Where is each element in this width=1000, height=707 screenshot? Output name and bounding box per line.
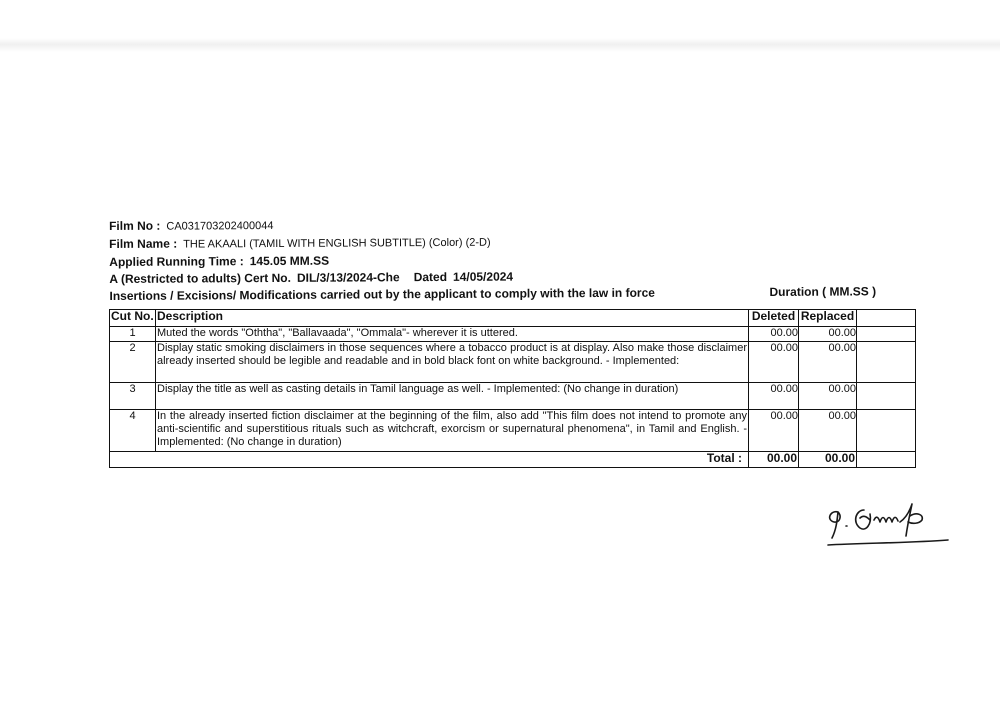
replaced-cell: 00.00 <box>799 410 857 452</box>
film-no-value: CA031703202400044 <box>166 219 274 233</box>
table-row <box>110 383 916 410</box>
scan-edge <box>0 38 1000 52</box>
description-cell: Display the title as well as casting details in Tamil language as well. - Implemented: (No change in duration) <box>156 383 749 410</box>
deleted-header: Deleted <box>749 310 799 327</box>
total-label: Total : <box>110 452 749 468</box>
deleted-cell: 00.00 <box>749 327 799 342</box>
table-header-row <box>110 310 916 327</box>
running-time-value: 145.05 MM.SS <box>249 253 330 269</box>
blank-cell <box>857 410 916 452</box>
table-row <box>110 327 916 342</box>
cut-no-cell: 2 <box>110 342 156 383</box>
film-no-label: Film No : <box>109 218 161 233</box>
total-row <box>110 452 916 468</box>
running-time-label: Applied Running Time : <box>109 254 244 269</box>
replaced-cell: 00.00 <box>799 327 857 342</box>
replaced-cell: 00.00 <box>799 342 857 383</box>
description-cell: Muted the words "Oththa", "Ballavaada", "Ommala"- wherever it is uttered. <box>156 327 749 342</box>
deleted-cell: 00.00 <box>749 383 799 410</box>
signature <box>820 496 952 556</box>
blank-cell <box>857 327 916 342</box>
blank-cell <box>857 452 916 468</box>
cut-no-cell: 4 <box>110 410 156 452</box>
table-row <box>110 410 916 452</box>
replaced-header: Replaced <box>799 310 857 327</box>
film-name-value: THE AKAALI (TAMIL WITH ENGLISH SUBTITLE) (Color) (2-D) <box>183 236 491 251</box>
dated-value: 14/05/2024 <box>452 269 514 284</box>
total-replaced: 00.00 <box>799 452 857 468</box>
modifications-table <box>109 309 916 468</box>
cert-no-value: DIL/3/13/2024-Che <box>296 270 400 285</box>
description-cell: In the already inserted fiction disclaimer at the beginning of the film, also add "This film does not intend to promote any anti-scientific and superstitious rituals such as witchcraft, exorcism or supernatural phenomena", in Tamil and English. - Implemented: (No change in duration) <box>156 410 749 452</box>
film-name-label: Film Name : <box>109 236 178 251</box>
insertions-line <box>109 283 915 305</box>
cert-label: A (Restricted to adults) Cert No. <box>109 270 291 286</box>
certificate-document <box>109 218 915 465</box>
cut-no-cell: 1 <box>110 327 156 342</box>
blank-cell <box>857 342 916 383</box>
deleted-cell: 00.00 <box>749 342 799 383</box>
table-row <box>110 342 916 383</box>
cut-no-cell: 3 <box>110 383 156 410</box>
blank-cell <box>857 383 916 410</box>
total-deleted: 00.00 <box>749 452 799 468</box>
dated-label: Dated <box>413 269 448 285</box>
cut-no-header: Cut No. <box>110 310 156 327</box>
description-header: Description <box>156 310 749 327</box>
insertions-heading: Insertions / Excisions/ Modifications carried out by the applicant to comply with the law in force <box>109 285 655 303</box>
blank-header <box>857 310 916 327</box>
replaced-cell: 00.00 <box>799 383 857 410</box>
certificate-header <box>109 213 916 305</box>
duration-heading: Duration ( MM.SS ) <box>769 284 877 299</box>
deleted-cell: 00.00 <box>749 410 799 452</box>
description-cell: Display static smoking disclaimers in those sequences where a tobacco product is at display. Also make those disclaimer already inserted should be legible and readable and in bold black font on white background. - Implemented: <box>156 342 749 383</box>
